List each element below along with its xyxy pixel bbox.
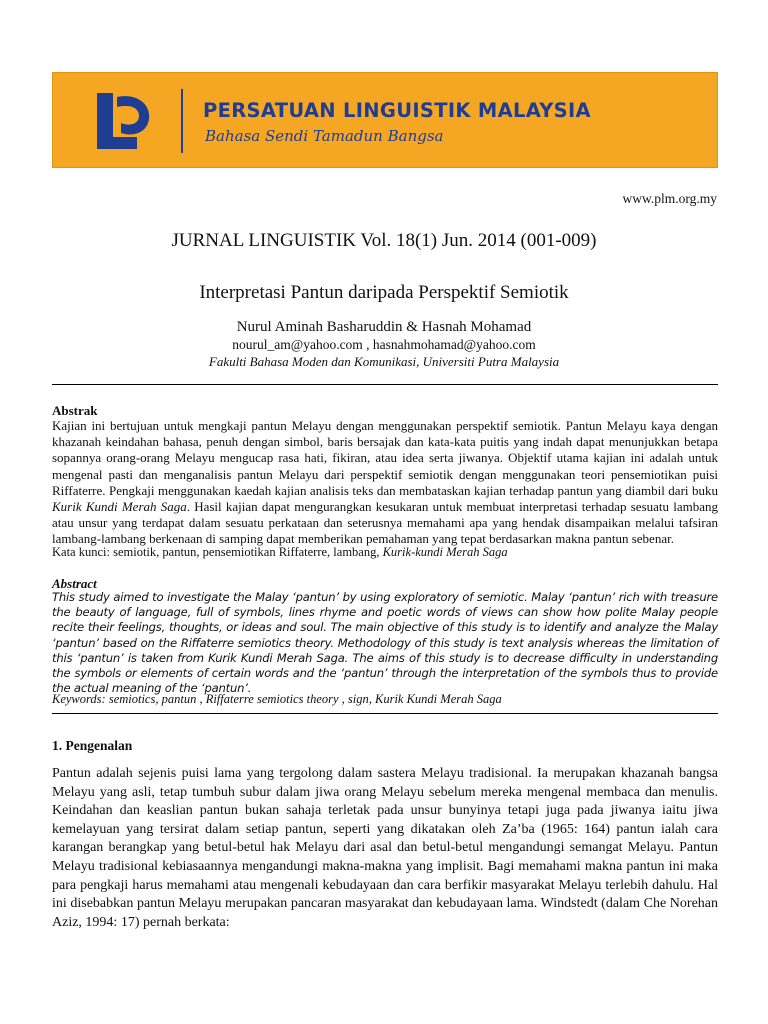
journal-line: JURNAL LINGUISTIK Vol. 18(1) Jun. 2014 (001-009) xyxy=(171,230,597,251)
kata-kunci-text: Kata kunci: semiotik, pantun, pensemiotikan Riffaterre, lambang, xyxy=(52,545,383,559)
kata-kunci-italic: Kurik-kundi Merah Saga xyxy=(382,545,508,559)
banner-divider xyxy=(181,89,183,153)
kata-kunci xyxy=(52,545,718,560)
abstrak-book-title: Kurik Kundi Merah Saga xyxy=(52,499,187,515)
org-tagline: Bahasa Sendi Tamadun Bangsa xyxy=(205,127,444,145)
section-heading-pengenalan: 1. Pengenalan xyxy=(52,738,133,753)
top-divider xyxy=(52,384,718,385)
bottom-divider xyxy=(52,713,718,714)
section-body-pengenalan: Pantun adalah sejenis puisi lama yang tergolong dalam sastera Melayu tradisional. Ia merupakan khazanah bangsa Melayu yang asli, tetap tumbuh subur dalam jiwa orang Melayu sebelum mereka mengenal membaca dan menulis. Keindahan dan keaslian pantun bukan sahaja terletak pada unsur bunyinya tetapi juga pada jiwanya iaitu jiwa kemelayuan yang tersirat dalam setiap pantun, seperti yang dikatakan oleh Za’ba (1965: 164) pantun ialah cara karangan berangkap yang betul-betul hak Melayu dari asal dan betul-betul mengandungi semangat Melayu. Pantun Melayu tradisional kebiasaannya mengandungi makna-makna yang implisit. Bagi memahami makna pantun ini maka para pengkaji harus memahami atau mengenali kebudayaan dan cara berfikir masyarakat Melayu terlebih dahulu. Hal ini disebabkan pantun Melayu merupakan pancaran masyarakat dan kebudayaan lama. Windstedt (dalam Che Norehan Aziz, 1994: 17) pernah berkata: xyxy=(52,766,718,930)
abstract-body: This study aimed to investigate the Malay ‘pantun’ by using exploratory of semiotic. Malay ‘pantun’ rich with treasure the beauty of language, full of symbols, lines rhyme and poetic words of views can show how polite Malay people recite their feelings, thoughts, or ideas and soul. The main objective of this study is to identify and analyze the Malay ‘pantun’ based on the Riffaterre semiotics theory. Methodology of this study is text analysis whereas the limitation of this ‘pantun’ is taken from Kurik Kundi Merah Saga. The aims of this study is to decrease difficulty in understanding the symbols or elements of certain words and the ‘pantun’ through the interpretation of the symbols thus to provide the actual meaning of the ‘pantun’. xyxy=(52,590,718,696)
abstrak-body xyxy=(52,418,718,548)
article-authors: Nurul Aminah Basharuddin & Hasnah Mohamad xyxy=(236,319,532,335)
abstract-heading: Abstract xyxy=(52,576,97,591)
abstrak-body-part-2: . Hasil kajian dapat mengurangkan kesukaran untuk membuat interpretasi terhadap sesuatu lambang atau unsur yang terdapat dalam sesuatu perkataan dan seterusnya memahami apa yang hendak disampaikan melalui tafsiran lambang-lambang berkenaan di samping dapat memberikan pemahaman yang tepat berdasarkan makna pantun sebenar. xyxy=(52,499,718,547)
article-title: Interpretasi Pantun daripada Perspektif Semiotik xyxy=(199,282,569,303)
header-banner xyxy=(52,72,718,168)
keywords-en: Keywords: semiotics, pantun , Riffaterre semiotics theory , sign, Kurik Kundi Merah Saga xyxy=(52,692,502,706)
website-link[interactable]: www.plm.org.my xyxy=(622,191,717,206)
plm-logo-icon xyxy=(91,89,155,153)
org-name: PERSATUAN LINGUISTIK MALAYSIA xyxy=(203,99,591,122)
author-emails: nourul_am@yahoo.com , hasnahmohamad@yahoo.com xyxy=(232,337,536,352)
abstrak-body-part-1: Kajian ini bertujuan untuk mengkaji pantun Melayu dengan menggunakan perspektif semiotik. Pantun Melayu kaya dengan khazanah keindahan bahasa, penuh dengan simbol, baris bersajak dan kata-kata puitis yang indah dapat menunjukkan betapa sopannya orang-orang Melayu mengucap rasa hati, fikiran, atau idea serta jiwanya. Objektif utama kajian ini adalah untuk mengenal pasti dan menganalisis pantun Melayu dari perspektif semiotik dengan menggunakan teori pensemiotikan puisi Riffaterre. Pengkaji menggunakan kaedah kajian analisis teks dan membataskan kajian terhadap pantun yang diambil dari buku xyxy=(52,418,718,498)
abstrak-heading: Abstrak xyxy=(52,403,98,418)
author-affiliation: Fakulti Bahasa Moden dan Komunikasi, Universiti Putra Malaysia xyxy=(208,354,560,369)
